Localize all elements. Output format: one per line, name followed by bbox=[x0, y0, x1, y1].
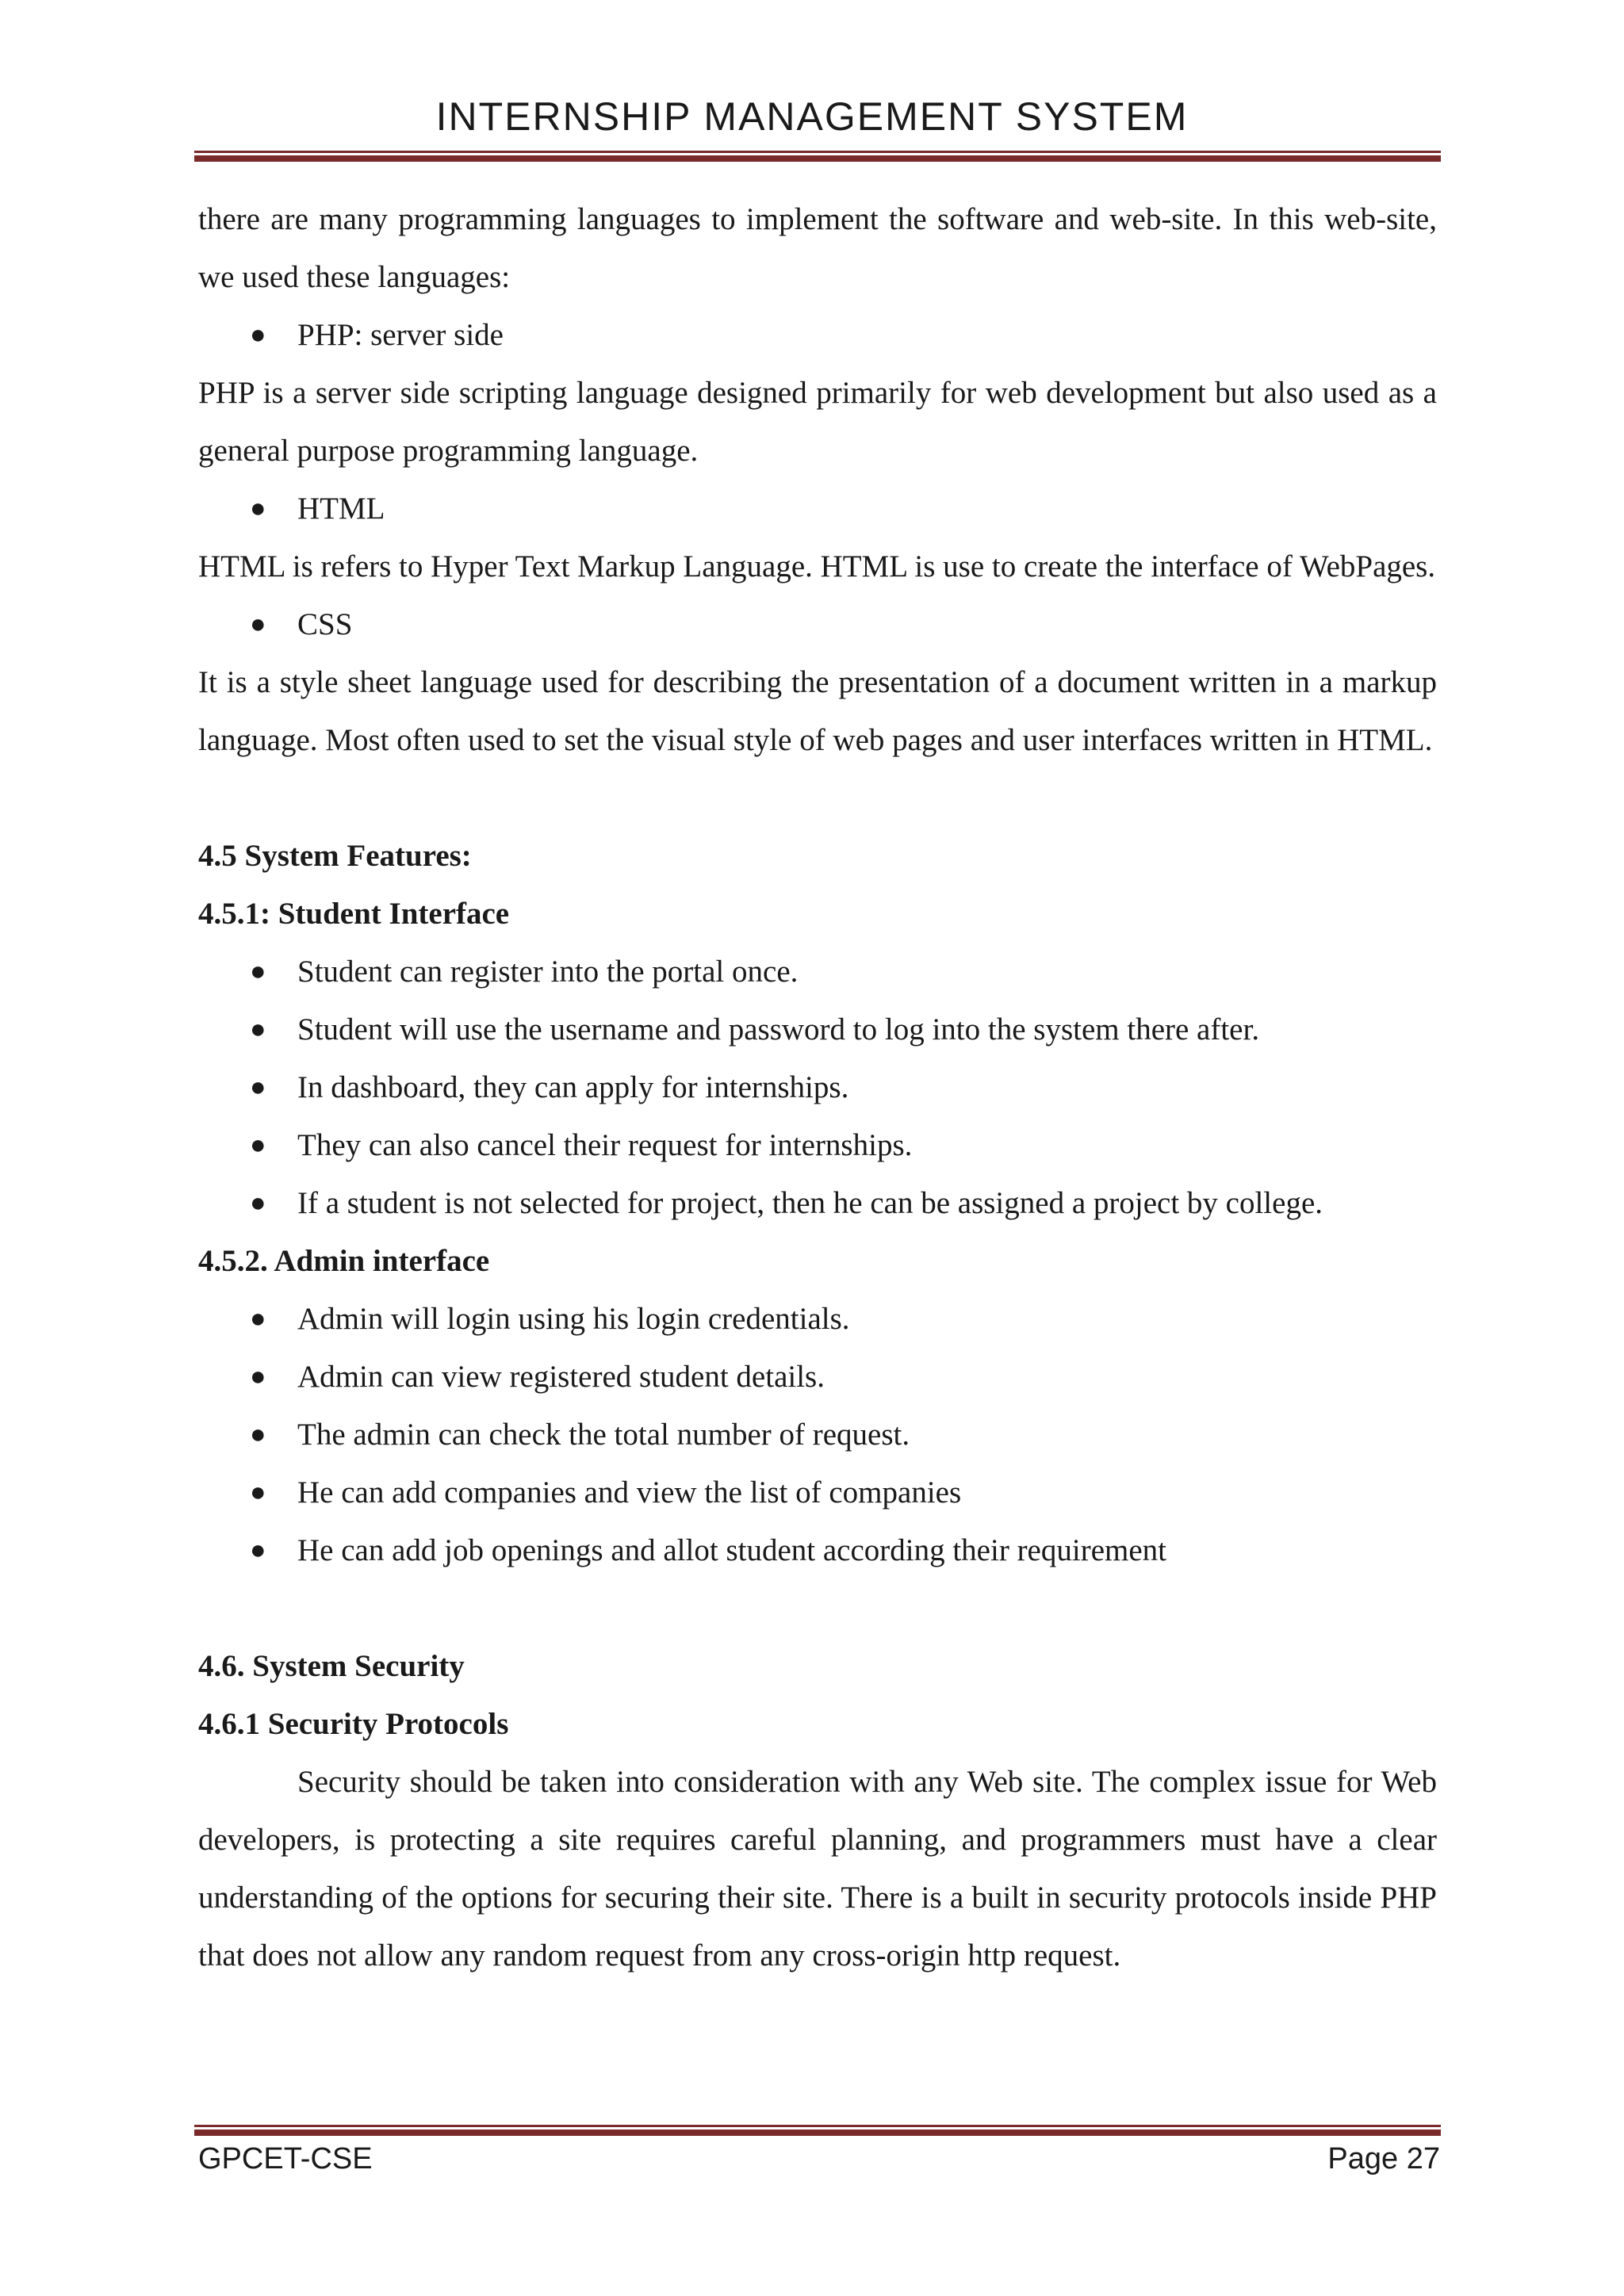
language-bullet-php bbox=[198, 306, 1437, 364]
bullet-text: HTML bbox=[297, 492, 385, 526]
bullet-icon: ● bbox=[250, 610, 266, 639]
subsection-heading-protocols: 4.6.1 Security Protocols bbox=[198, 1707, 509, 1741]
language-description-css: It is a style sheet language used for describing the presentation of a document written in a markup language. Most often used to set the visual style of web pages and user interfaces written in HTML. bbox=[198, 665, 1437, 757]
list-item-text: Student can register into the portal once. bbox=[297, 955, 799, 989]
language-description-html: HTML is refers to Hyper Text Markup Language. HTML is use to create the interface of WebPages. bbox=[198, 549, 1436, 584]
footer-rule-thick bbox=[194, 2130, 1441, 2136]
language-bullet-css bbox=[198, 595, 1437, 653]
footer-department: GPCET-CSE bbox=[198, 2142, 373, 2175]
list-item-text: Admin can view registered student details. bbox=[297, 1360, 825, 1394]
list-item-text: Student will use the username and password to log into the system there after. bbox=[297, 1012, 1260, 1047]
section-heading-security: 4.6. System Security bbox=[198, 1649, 465, 1683]
page-header-title: INTERNSHIP MANAGEMENT SYSTEM bbox=[435, 94, 1189, 139]
bullet-text: CSS bbox=[297, 607, 353, 641]
admin-feature-item bbox=[198, 1406, 1437, 1464]
admin-feature-item bbox=[198, 1521, 1437, 1579]
bullet-icon: ● bbox=[250, 1015, 266, 1044]
bullet-icon: ● bbox=[250, 1131, 266, 1160]
admin-feature-item bbox=[198, 1290, 1437, 1348]
bullet-icon: ● bbox=[250, 1478, 266, 1507]
footer-page-number: Page 27 bbox=[1327, 2142, 1440, 2175]
list-item-text: They can also cancel their request for internships. bbox=[297, 1128, 913, 1162]
list-item-text: The admin can check the total number of request. bbox=[297, 1418, 910, 1452]
subsection-heading-admin: 4.5.2. Admin interface bbox=[198, 1244, 490, 1278]
bullet-icon: ● bbox=[250, 320, 266, 350]
list-item-text: He can add job openings and allot student according their requirement bbox=[297, 1533, 1166, 1567]
bullet-icon: ● bbox=[250, 494, 266, 523]
header-rule bbox=[194, 151, 1441, 162]
bullet-icon: ● bbox=[250, 1304, 266, 1334]
admin-feature-item bbox=[198, 1348, 1437, 1406]
bullet-icon: ● bbox=[250, 1188, 266, 1218]
section-heading-features: 4.5 System Features: bbox=[198, 839, 472, 873]
list-item-text: Admin will login using his login credentials. bbox=[297, 1302, 850, 1336]
language-description-php: PHP is a server side scripting language designed primarily for web development but also used as a general purpose programming language. bbox=[198, 376, 1437, 468]
security-paragraph: Security should be taken into consideration with any Web site. The complex issue for Web developers, is protecting a site requires careful planning, and programmers must have a clear understanding of the options for securing their site. There is a built in security protocols inside PHP that does not allow any random request from any cross-origin http request. bbox=[198, 1765, 1437, 1973]
language-bullet-html bbox=[198, 480, 1437, 538]
header-rule-thick bbox=[194, 155, 1441, 162]
bullet-icon: ● bbox=[250, 957, 266, 986]
list-item-text: In dashboard, they can apply for internships. bbox=[297, 1070, 849, 1104]
page-body bbox=[198, 190, 1437, 1984]
bullet-icon: ● bbox=[250, 1362, 266, 1391]
header-rule-thin bbox=[194, 151, 1441, 153]
bullet-icon: ● bbox=[250, 1073, 266, 1102]
student-feature-item bbox=[198, 1174, 1437, 1232]
list-item-text: He can add companies and view the list of companies bbox=[297, 1475, 962, 1510]
bullet-text: PHP: server side bbox=[297, 318, 504, 352]
subsection-heading-student: 4.5.1: Student Interface bbox=[198, 897, 510, 931]
footer-rule bbox=[194, 2125, 1441, 2136]
spacer bbox=[198, 1579, 1437, 1637]
intro-paragraph: there are many programming languages to implement the software and web-site. In this web-site, we used these languages: bbox=[198, 202, 1437, 294]
student-feature-item bbox=[198, 1058, 1437, 1116]
student-feature-item bbox=[198, 1001, 1437, 1058]
spacer bbox=[198, 769, 1437, 827]
bullet-icon: ● bbox=[250, 1420, 266, 1449]
list-item-text: If a student is not selected for project, then he can be assigned a project by college. bbox=[297, 1186, 1323, 1220]
footer-rule-thin bbox=[194, 2125, 1441, 2127]
student-feature-item bbox=[198, 943, 1437, 1001]
admin-feature-item bbox=[198, 1464, 1437, 1521]
bullet-icon: ● bbox=[250, 1536, 266, 1565]
student-feature-item bbox=[198, 1116, 1437, 1174]
